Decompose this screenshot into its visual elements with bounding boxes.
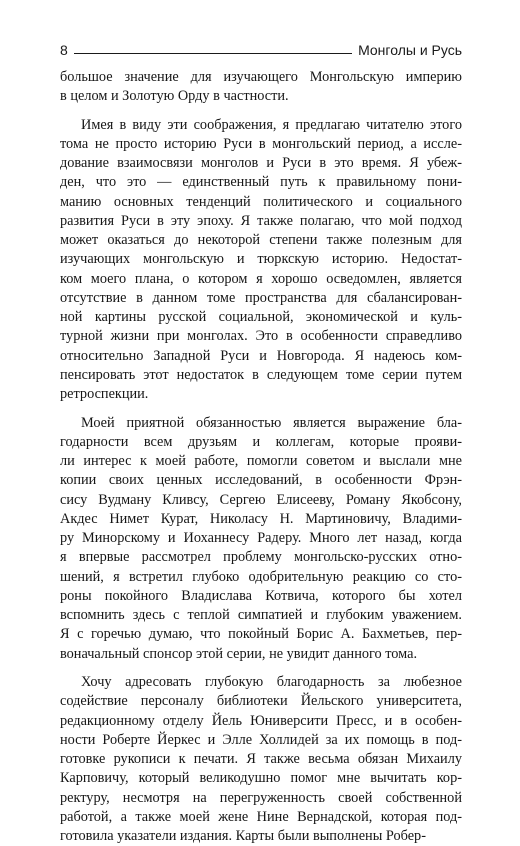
text-line: турной жизни при монголах. Это в особенности справедливо	[60, 328, 462, 345]
text-line: Имея в виду эти соображения, я предлагаю читателю этого	[81, 116, 462, 133]
text-line: Хочу адресовать глубокую благодарность за любезное	[81, 673, 462, 690]
text-line: тома не просто историю Руси в монгольский период, а иссле-	[60, 135, 462, 152]
text-line: ретроспекции.	[60, 386, 149, 403]
text-line: готовила указатели издания. Карты были выполнены Робер-	[60, 828, 426, 845]
text-line: развития Руси в эту эпоху. Я также полагаю, что мой подход	[60, 212, 462, 229]
text-line: редакционному отделу Йель Юниверсити Пресс, и в особен-	[60, 712, 462, 729]
text-line: вспомнить здесь с теплой симпатией и глубоким уважением.	[60, 607, 462, 624]
text-line: ком моего плана, о котором я хорошо осведомлен, является	[60, 270, 462, 287]
text-line: роны покойного Владислава Котвича, которого бы хотел	[60, 587, 462, 604]
text-line: ректуру, несмотря на перегруженность своей собственной	[60, 789, 462, 806]
text-line: содействие персоналу библиотеки Йельского университета,	[60, 693, 462, 710]
page-number: 8	[60, 42, 68, 58]
page-body	[60, 68, 462, 846]
text-line: Я с горечью думаю, что покойный Борис А. Бахметьев, пер-	[60, 626, 462, 643]
text-line: ру Минорскому и Иоханнесу Радеру. Много лет назад, когда	[60, 530, 462, 547]
text-line: ной картины русской социальной, экономической и куль-	[60, 309, 462, 326]
text-line: Карповичу, который великодушно помог мне вычитать кор-	[60, 770, 462, 787]
text-line: большое значение для изучающего Монгольскую империю	[60, 69, 462, 85]
page-header	[60, 36, 462, 58]
text-line: пенсировать этот недостаток в следующем томе серии путем	[60, 366, 462, 383]
text-line: ли интерес к моей работе, помогли советом и выслали мне	[60, 453, 462, 470]
paragraph	[60, 116, 462, 405]
text-line: может оказаться до некоторой степени также полезным для	[60, 232, 462, 249]
text-line: в целом и Золотую Орду в частности.	[60, 88, 289, 105]
text-line: ности Роберте Йеркес и Элле Холлидей за их помощь в под-	[60, 731, 462, 748]
text-line: дование взаимосвязи монголов и Руси в это время. Я убеж-	[60, 155, 462, 172]
text-line: работой, а также моей жене Нине Вернадской, которая под-	[60, 808, 462, 825]
text-line: Акдес Нимет Курат, Николасу Н. Мартиновичу, Владими-	[60, 510, 462, 527]
text-line: отсутствие в данном томе пространства для сбалансирован-	[60, 289, 462, 306]
text-line: копии своих ценных исследований, в особенности Фрэн-	[60, 472, 462, 489]
text-line: изучающих монгольскую и тюркскую историю. Недостат-	[60, 251, 462, 268]
text-line: Моей приятной обязанностью является выражение бла-	[81, 414, 462, 431]
text-line: ден, что это — единственный путь к правильному пони-	[60, 174, 462, 191]
running-title: Монголы и Русь	[358, 42, 462, 58]
text-line: манию основных тенденций политического и социального	[60, 193, 462, 210]
text-line: годарности всем друзьям и коллегам, которые прояви-	[60, 433, 462, 450]
text-line: воначальный спонсор этой серии, не увидит данного тома.	[60, 645, 418, 662]
paragraph	[60, 68, 462, 107]
paragraph	[60, 673, 462, 846]
text-line: я впервые рассмотрел проблему монгольско-русских отно-	[60, 549, 462, 566]
text-line: шений, я встретил глубоко одобрительную реакцию со сто-	[60, 568, 462, 585]
text-line: относительно Западной Руси и Новгорода. Я надеюсь ком-	[60, 347, 462, 364]
text-line: сису Вудману Кливсу, Сергею Елисееву, Роману Якобсону,	[60, 491, 462, 508]
paragraph	[60, 414, 462, 664]
header-rule	[74, 53, 352, 54]
text-line: готовке рукописи к печати. Я также весьма обязан Михаилу	[60, 751, 462, 768]
